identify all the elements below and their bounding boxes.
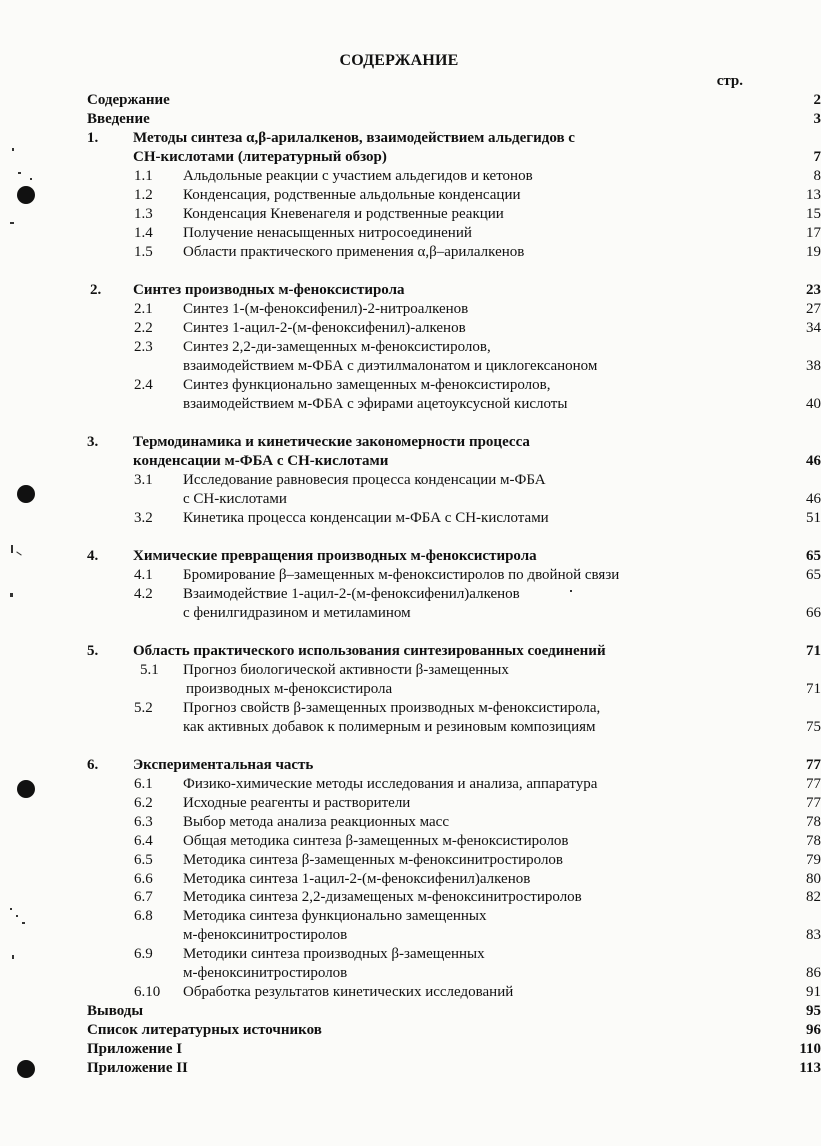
entry-page: 40 [806, 396, 821, 412]
entry-page: 2 [813, 92, 821, 108]
entry-page: 7 [813, 149, 821, 165]
entry-title: Синтез функционально замещенных м-феноксистиролов, [183, 377, 551, 393]
entry-page: 95 [806, 1003, 821, 1019]
toc-chapter [87, 281, 821, 300]
toc-section [87, 300, 821, 319]
toc-section [87, 319, 821, 338]
entry-page: 71 [806, 681, 821, 697]
entry-number: 6.7 [134, 889, 153, 905]
entry-page: 75 [806, 719, 821, 735]
entry-page: 8 [813, 168, 821, 184]
toc-section [87, 167, 821, 186]
entry-number: 4.2 [134, 586, 153, 602]
entry-number: 1.5 [134, 244, 153, 260]
entry-title: Методика синтеза β-замещенных м-феноксинитростиролов [183, 852, 564, 868]
entry-title: Физико-химические методы исследования и анализа, аппаратура [183, 776, 598, 792]
entry-number: 4.1 [134, 567, 153, 583]
entry-title-cont: СН-кислотами (литературный обзор) [133, 149, 387, 165]
toc-chapter [87, 129, 747, 148]
entry-title: Методика синтеза 1-ацил-2-(м-феноксифенил)алкенов [183, 871, 531, 887]
entry-title: Бромирование β–замещенных м-феноксистиролов по двойной связи [183, 567, 620, 583]
entry-title: Методы синтеза α,β-арилалкенов, взаимодействием альдегидов с [133, 130, 575, 146]
entry-title: Выводы [87, 1003, 144, 1019]
entry-page: 27 [806, 301, 821, 317]
entry-title: Методика синтеза функционально замещенных [183, 908, 487, 924]
entry-title: Список литературных источников [87, 1022, 322, 1038]
entry-page: 34 [806, 320, 821, 336]
toc-entry [87, 1059, 821, 1078]
entry-number: 5.1 [140, 662, 159, 678]
entry-title: Получение ненасыщенных нитросоединений [183, 225, 472, 241]
entry-number: 6.4 [134, 833, 153, 849]
toc-section [87, 775, 821, 794]
entry-number: 6.2 [134, 795, 153, 811]
toc-entry [87, 1040, 821, 1059]
page-title: СОДЕРЖАНИЕ [339, 52, 459, 69]
entry-number: 6.10 [134, 984, 161, 1000]
entry-number: 6.6 [134, 871, 153, 887]
entry-number: 2.2 [134, 320, 153, 336]
toc-section [87, 699, 747, 718]
toc-chapter [87, 756, 821, 775]
binder-hole-mark [17, 186, 35, 204]
toc-section [87, 945, 747, 964]
toc-section [87, 813, 821, 832]
entry-page: 46 [806, 491, 821, 507]
entry-title: Химические превращения производных м-феноксистирола [133, 548, 537, 564]
toc-section [87, 832, 821, 851]
entry-title: Термодинамика и кинетические закономерности процесса [133, 434, 530, 450]
entry-title: Методика синтеза 2,2-дизамещеных м-феноксинитростиролов [183, 889, 582, 905]
entry-page: 65 [806, 567, 821, 583]
toc-entry [87, 110, 821, 129]
toc-section-cont [87, 680, 821, 699]
entry-number: 3.2 [134, 510, 153, 526]
entry-title-cont: конденсации м-ФБА с СН-кислотами [133, 453, 389, 469]
toc-section [87, 907, 747, 926]
toc-section-cont [87, 926, 821, 945]
scan-speck [11, 545, 13, 553]
entry-page: 65 [806, 548, 821, 564]
entry-page: 13 [806, 187, 821, 203]
entry-number: 1.3 [134, 206, 153, 222]
entry-page: 86 [806, 965, 821, 981]
entry-number: 6.1 [134, 776, 153, 792]
entry-number: 4. [87, 548, 99, 564]
entry-page: 79 [806, 852, 821, 868]
entry-page: 110 [799, 1041, 821, 1057]
entry-page: 91 [806, 984, 821, 1000]
entry-number: 1.1 [134, 168, 153, 184]
entry-number: 2.3 [134, 339, 153, 355]
toc-chapter-cont [87, 452, 821, 471]
toc-chapter [87, 547, 821, 566]
entry-page: 82 [806, 889, 821, 905]
entry-title-cont: взаимодействием м-ФБА с эфирами ацетоуксусной кислоты [183, 396, 568, 412]
scan-speck [16, 551, 21, 555]
entry-page: 77 [806, 795, 821, 811]
entry-title: Область практического использования синтезированных соединений [133, 643, 606, 659]
entry-page: 77 [806, 776, 821, 792]
scan-speck [12, 955, 14, 959]
entry-page: 80 [806, 871, 821, 887]
entry-number: 3.1 [134, 472, 153, 488]
entry-title: Обработка результатов кинетических исследований [183, 984, 514, 1000]
toc-section [87, 661, 747, 680]
toc-section [87, 509, 821, 528]
entry-page: 113 [799, 1060, 821, 1076]
scan-speck [30, 178, 32, 180]
binder-hole-mark [17, 780, 35, 798]
entry-title: Кинетика процесса конденсации м-ФБА с СН-кислотами [183, 510, 549, 526]
toc-section [87, 585, 747, 604]
toc-section-cont [87, 604, 821, 623]
entry-title: Приложение II [87, 1060, 188, 1076]
entry-title: Альдольные реакции с участием альдегидов и кетонов [183, 168, 533, 184]
entry-title: Приложение I [87, 1041, 183, 1057]
entry-number: 6.8 [134, 908, 153, 924]
entry-title-cont: с фенилгидразином и метиламином [183, 605, 411, 621]
entry-title-cont: производных м-феноксистирола [186, 681, 393, 697]
entry-title: Конденсация Кневенагеля и родственные реакции [183, 206, 504, 222]
entry-page: 96 [806, 1022, 821, 1038]
entry-page: 38 [806, 358, 821, 374]
page-column-label: стр. [716, 73, 743, 89]
scan-speck [18, 172, 21, 174]
entry-title: Области практического применения α,β–арилалкенов [183, 244, 525, 260]
entry-number: 1.2 [134, 187, 153, 203]
entry-title: Общая методика синтеза β-замещенных м-феноксистиролов [183, 833, 569, 849]
toc-section [87, 186, 821, 205]
entry-number: 6. [87, 757, 99, 773]
entry-number: 1. [87, 130, 99, 146]
entry-title: Выбор метода анализа реакционных масс [183, 814, 449, 830]
entry-title: Синтез 1-ацил-2-(м-феноксифенил)-алкенов [183, 320, 466, 336]
entry-page: 17 [806, 225, 821, 241]
entry-page: 51 [806, 510, 821, 526]
scan-speck [10, 593, 13, 597]
binder-hole-mark [17, 1060, 35, 1078]
entry-title: Экспериментальная часть [133, 757, 314, 773]
toc-section [87, 224, 821, 243]
entry-page: 3 [813, 111, 821, 127]
toc-entry [87, 91, 821, 110]
entry-page: 66 [806, 605, 821, 621]
entry-title: Прогноз биологической активности β-замещенных [183, 662, 509, 678]
toc-section [87, 205, 821, 224]
entry-title: Содержание [87, 92, 170, 108]
toc-chapter-cont [87, 148, 821, 167]
toc-section [87, 471, 747, 490]
entry-number: 1.4 [134, 225, 153, 241]
entry-page: 46 [806, 453, 821, 469]
toc-section-cont [87, 490, 821, 509]
entry-page: 78 [806, 814, 821, 830]
scan-speck [10, 222, 14, 224]
entry-page: 78 [806, 833, 821, 849]
toc-section-cont [87, 718, 821, 737]
entry-number: 2.1 [134, 301, 153, 317]
entry-title: Синтез производных м-феноксистирола [133, 282, 405, 298]
entry-title: Синтез 2,2-ди-замещенных м-феноксистиролов, [183, 339, 491, 355]
entry-title-cont: с СН-кислотами [183, 491, 287, 507]
toc-entry [87, 1021, 821, 1040]
toc-section [87, 566, 821, 585]
toc-entry [87, 1002, 821, 1021]
toc-section [87, 243, 821, 262]
entry-page: 77 [806, 757, 821, 773]
entry-title: Методики синтеза производных β-замещенных [183, 946, 485, 962]
entry-title-cont: как активных добавок к полимерным и резиновым композициям [183, 719, 596, 735]
toc-section [87, 794, 821, 813]
toc-section-cont [87, 964, 821, 983]
entry-title: Конденсация, родственные альдольные конденсации [183, 187, 521, 203]
binder-hole-mark [17, 485, 35, 503]
entry-title: Прогноз свойств β-замещенных производных м-феноксистирола, [183, 700, 601, 716]
entry-number: 3. [87, 434, 99, 450]
entry-title: Синтез 1-(м-феноксифенил)-2-нитроалкенов [183, 301, 469, 317]
entry-number: 5.2 [134, 700, 153, 716]
entry-number: 6.5 [134, 852, 153, 868]
entry-number: 2.4 [134, 377, 153, 393]
scan-speck [10, 908, 12, 910]
entry-number: 6.9 [134, 946, 153, 962]
entry-number: 2. [90, 282, 102, 298]
entry-page: 71 [806, 643, 821, 659]
toc-chapter [87, 642, 821, 661]
entry-title: Исходные реагенты и растворители [183, 795, 411, 811]
entry-title: Взаимодействие 1-ацил-2-(м-феноксифенил)алкенов [183, 586, 520, 602]
toc-section-cont [87, 395, 821, 414]
entry-title-cont: взаимодействием м-ФБА с диэтилмалонатом и циклогексаноном [183, 358, 598, 374]
entry-page: 15 [806, 206, 821, 222]
entry-page: 83 [806, 927, 821, 943]
entry-page: 19 [806, 244, 821, 260]
scan-speck [570, 590, 572, 592]
scan-speck [16, 915, 18, 917]
toc-section [87, 870, 821, 889]
toc-section [87, 888, 821, 907]
toc-section [87, 851, 821, 870]
entry-title-cont: м-феноксинитростиролов [183, 927, 348, 943]
scan-speck [12, 148, 14, 151]
toc-chapter [87, 433, 747, 452]
entry-number: 6.3 [134, 814, 153, 830]
entry-title-cont: м-феноксинитростиролов [183, 965, 348, 981]
entry-title: Исследование равновесия процесса конденсации м-ФБА [183, 472, 546, 488]
entry-page: 23 [806, 282, 821, 298]
toc-section-cont [87, 357, 821, 376]
entry-number: 5. [87, 643, 99, 659]
scan-speck [22, 922, 25, 924]
entry-title: Введение [87, 111, 150, 127]
toc-section [87, 376, 747, 395]
toc-section [87, 983, 821, 1002]
toc-section [87, 338, 747, 357]
